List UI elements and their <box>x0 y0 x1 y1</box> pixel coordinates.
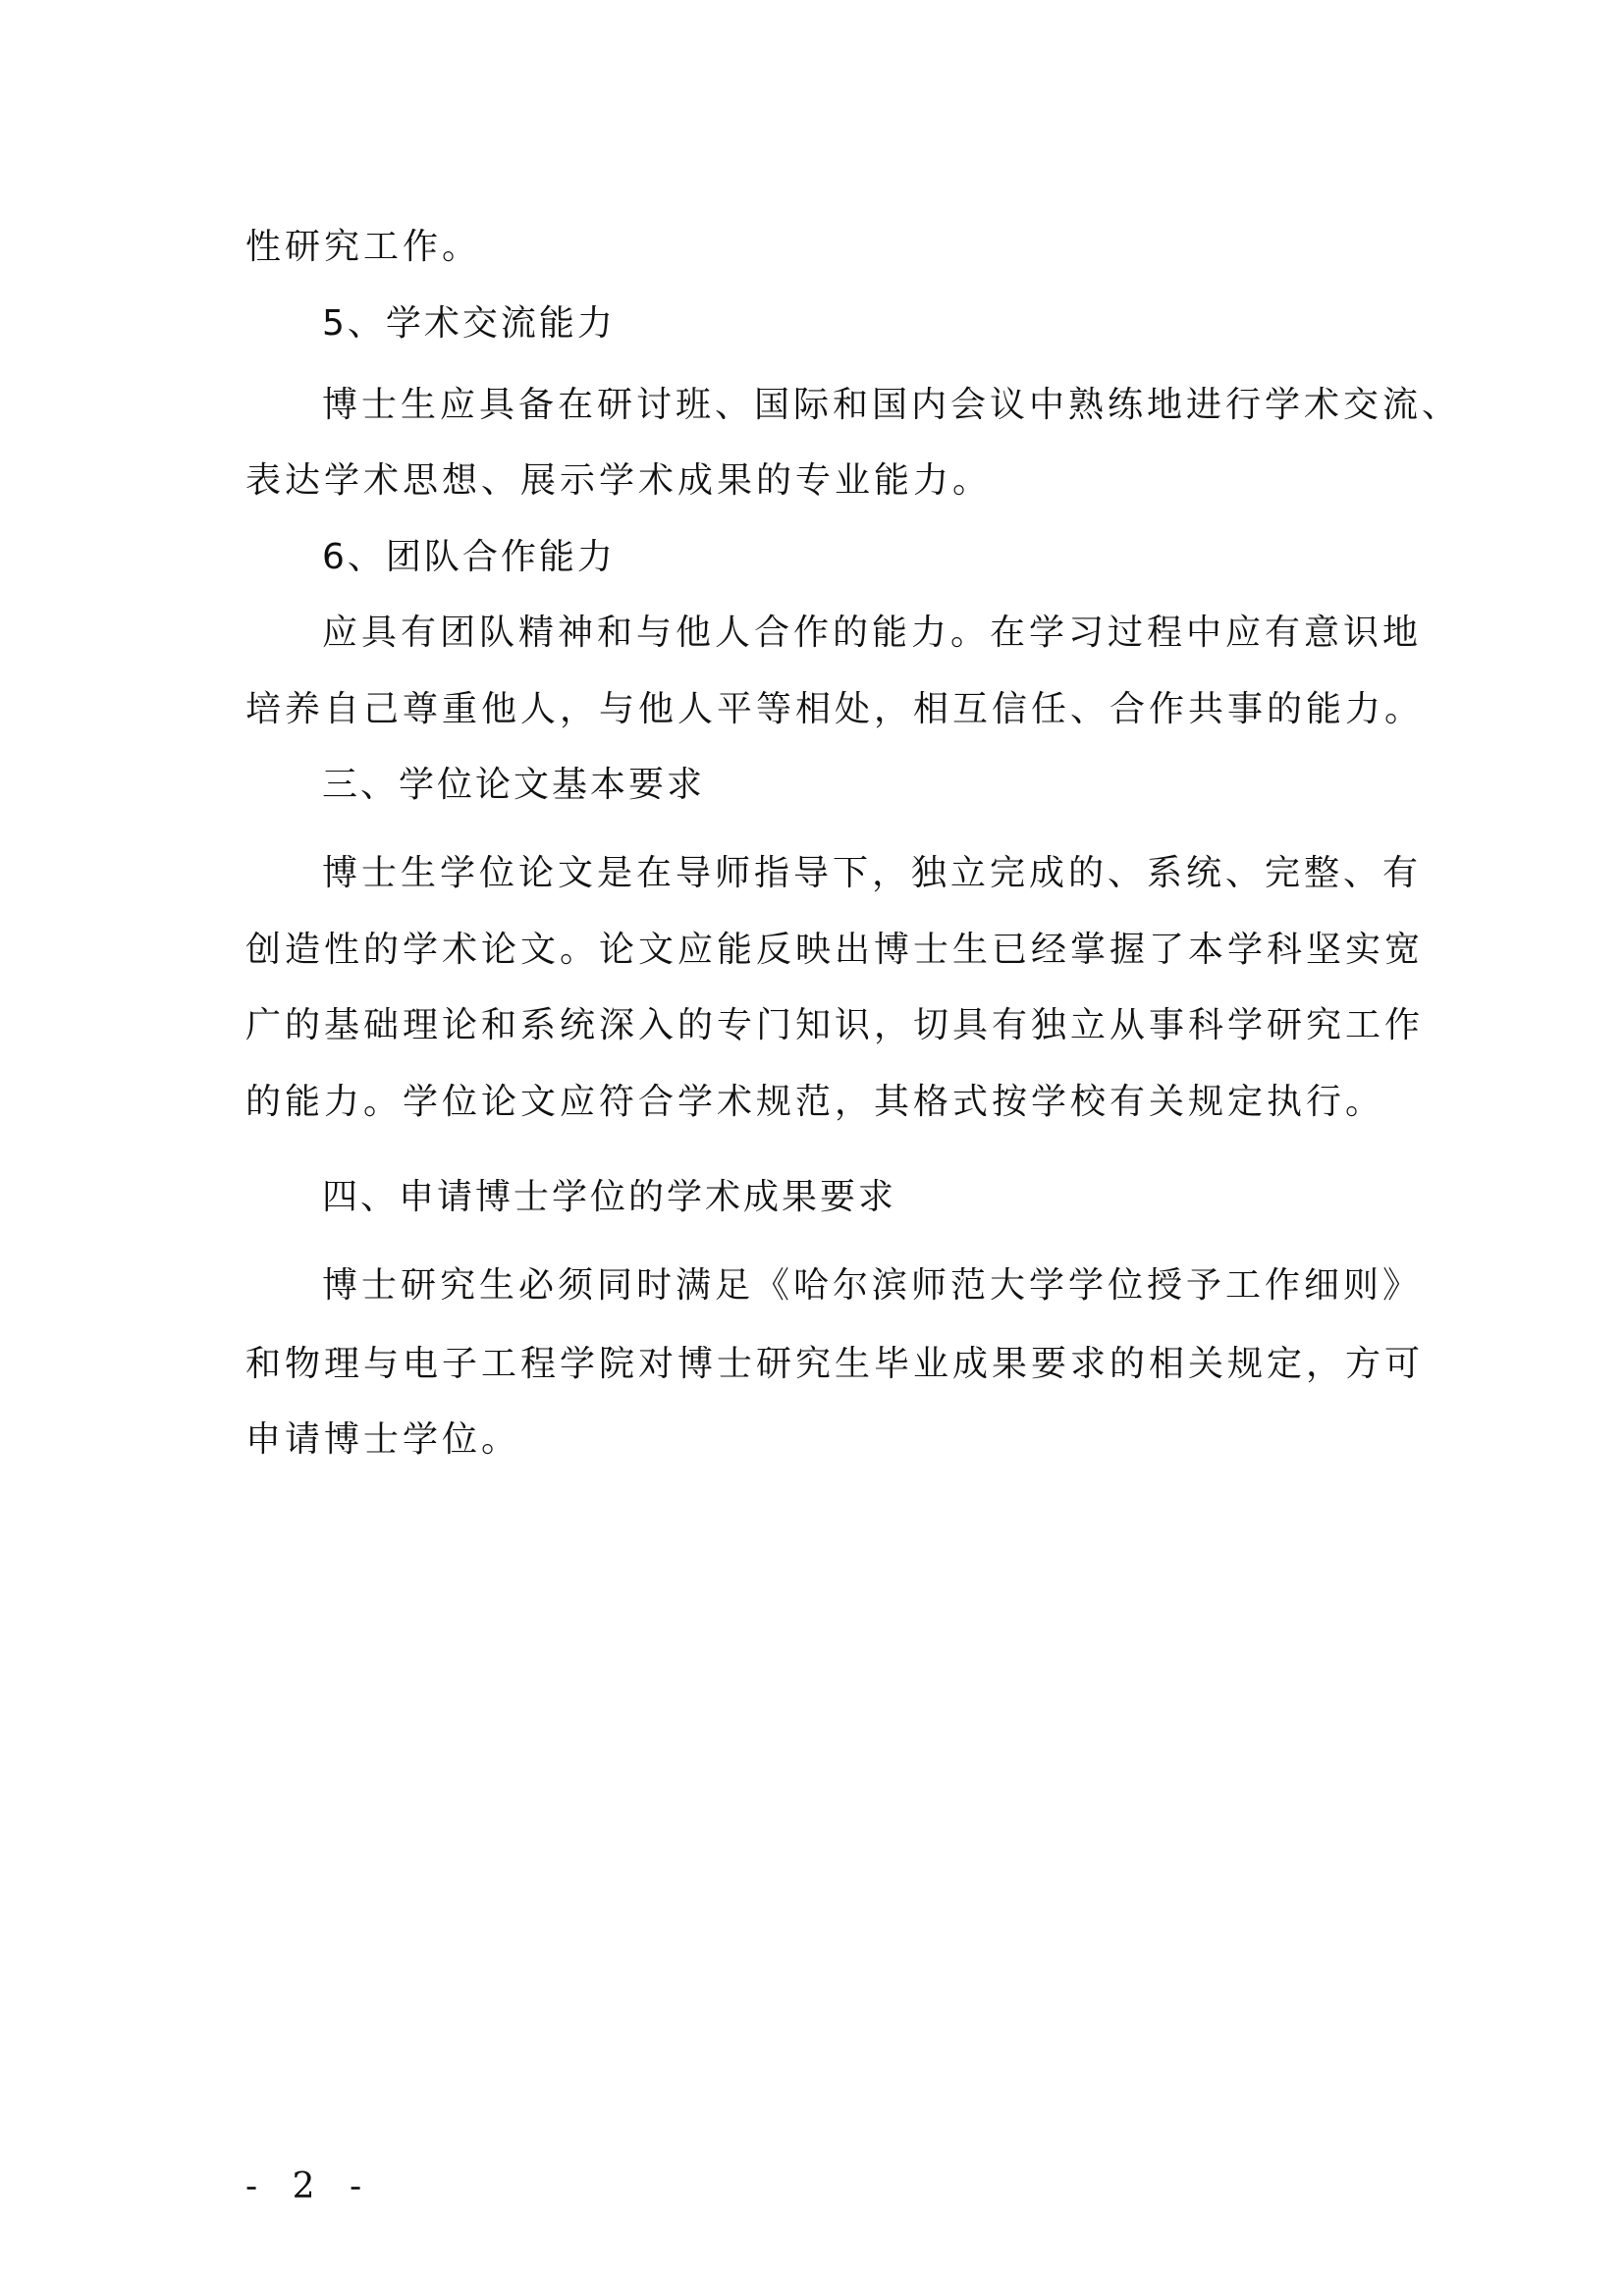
paragraph-line: 表达学术思想、展示学术成果的专业能力。 <box>245 460 993 501</box>
paragraph-line: 应具有团队精神和与他人合作的能力。在学习过程中应有意识地 <box>322 613 1423 653</box>
paragraph-line: 培养自己尊重他人，与他人平等相处，相互信任、合作共事的能力。 <box>245 689 1425 729</box>
section-heading-teamwork: 6、团队合作能力 <box>322 537 616 577</box>
section-heading-academic-exchange: 5、学术交流能力 <box>322 303 616 344</box>
page-number: - 2 - <box>245 2166 374 2207</box>
paragraph-line: 博士研究生必须同时满足《哈尔滨师范大学学位授予工作细则》 <box>322 1265 1423 1306</box>
paragraph-continuation-line: 性研究工作。 <box>245 227 482 267</box>
paragraph-line: 创造性的学术论文。论文应能反映出博士生已经掌握了本学科坚实宽 <box>245 930 1425 970</box>
paragraph-line: 广的基础理论和系统深入的专门知识，切具有独立从事科学研究工作 <box>245 1005 1425 1045</box>
section-heading-thesis-requirements: 三、学位论文基本要求 <box>322 765 706 805</box>
paragraph-line: 申请博士学位。 <box>245 1419 521 1460</box>
paragraph-line: 博士生学位论文是在导师指导下，独立完成的、系统、完整、有 <box>322 853 1423 893</box>
paragraph-line: 博士生应具备在研讨班、国际和国内会议中熟练地进行学术交流、 <box>322 385 1462 425</box>
paragraph-line: 的能力。学位论文应符合学术规范，其格式按学校有关规定执行。 <box>245 1082 1385 1122</box>
paragraph-line: 和物理与电子工程学院对博士研究生毕业成果要求的相关规定，方可 <box>245 1344 1425 1384</box>
section-heading-academic-achievements: 四、申请博士学位的学术成果要求 <box>322 1177 897 1217</box>
